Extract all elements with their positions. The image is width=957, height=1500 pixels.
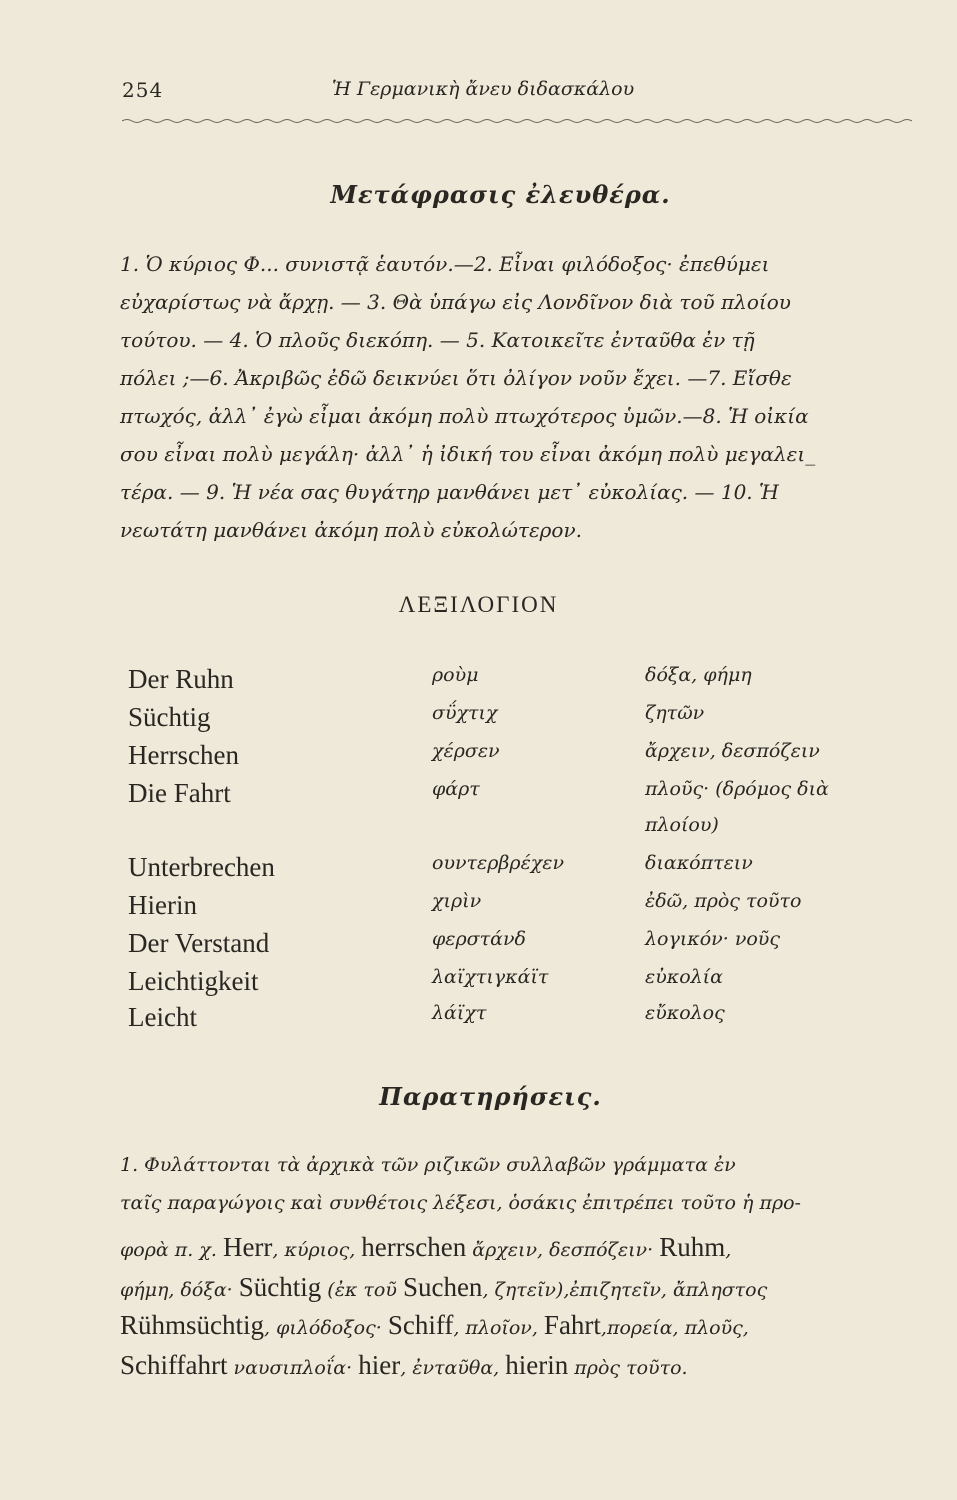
german-word: Süchtig bbox=[128, 702, 211, 732]
german-term: Schiffahrt bbox=[120, 1350, 228, 1380]
greek-meaning: πλοίου) bbox=[645, 814, 719, 836]
text-line bbox=[120, 1272, 767, 1303]
vocabulary-heading: ΛΕΞΙΛΟΓΙΟΝ bbox=[398, 592, 559, 617]
text-line: νεωτάτη μανθάνει ἀκόμη πολὺ εὐκολώτερον. bbox=[120, 518, 582, 542]
german-word: Der Verstand bbox=[128, 928, 270, 958]
greek-meaning: εὔκολος bbox=[645, 1002, 725, 1024]
greek-text: ,πορεία, πλοῦς, bbox=[600, 1317, 749, 1339]
german-term: Suchen bbox=[402, 1272, 483, 1302]
german-term: hierin bbox=[505, 1350, 569, 1380]
pronunciation: χιρὶν bbox=[432, 890, 482, 912]
greek-text: φορὰ π. χ. bbox=[120, 1239, 223, 1261]
german-term: herrschen bbox=[361, 1232, 467, 1262]
greek-meaning: ζητῶν bbox=[645, 702, 705, 724]
text-line bbox=[120, 1154, 736, 1176]
greek-text: ταῖς παραγώγοις καὶ συνθέτοις λέξεσι, ὁσάκις ἐπιτρέπει τοῦτο ἡ προ- bbox=[120, 1192, 801, 1214]
german-word: Leichtigkeit bbox=[128, 966, 259, 996]
greek-meaning: ἐδῶ, πρὸς τοῦτο bbox=[645, 890, 802, 912]
german-term: Schiff bbox=[387, 1310, 454, 1340]
german-word: Unterbrechen bbox=[128, 852, 275, 882]
greek-meaning: διακόπτειν bbox=[645, 852, 753, 874]
text-line: σου εἶναι πολὺ μεγάλη· ἀλλ᾽ ἡ ἰδική του εἶναι ἀκόμη πολὺ μεγαλει_ bbox=[120, 442, 816, 466]
greek-text: , ζητεῖν),ἐπιζητεῖν, ἄπληστος bbox=[482, 1279, 768, 1301]
greek-text: ναυσιπλοΐα· bbox=[227, 1357, 359, 1379]
pronunciation: ροὺμ bbox=[432, 664, 479, 686]
german-term: Ruhm bbox=[659, 1232, 726, 1262]
text-line: πόλει ;—6. Ἀκριβῶς ἐδῶ δεικνύει ὅτι ὀλίγον νοῦν ἔχει. —7. Εἴσθε bbox=[120, 366, 792, 390]
greek-text: , ἐνταῦθα, bbox=[400, 1357, 506, 1379]
pronunciation: λάϊχτ bbox=[432, 1002, 487, 1024]
german-word: Der Ruhn bbox=[128, 664, 234, 694]
text-line bbox=[120, 1232, 731, 1263]
greek-text: , πλοῖον, bbox=[453, 1317, 544, 1339]
text-line: εὐχαρίστως νὰ ἄρχῃ. — 3. Θὰ ὑπάγω εἰς Λονδῖνον διὰ τοῦ πλοίου bbox=[120, 290, 791, 314]
pronunciation: σΰχτιχ bbox=[432, 702, 498, 724]
german-term: Süchtig bbox=[238, 1272, 322, 1302]
greek-text: ἄρχειν, δεσπόζειν· bbox=[466, 1239, 660, 1261]
pronunciation: λαϊχτιγκάϊτ bbox=[432, 966, 549, 988]
text-line bbox=[120, 1310, 749, 1341]
greek-text: , κύριος, bbox=[272, 1239, 362, 1261]
section-title-remarks: Παρατηρήσεις. bbox=[379, 1082, 602, 1111]
greek-meaning: δόξα, φήμη bbox=[645, 664, 752, 686]
text-line: τέρα. — 9. Ἡ νέα σας θυγάτηρ μανθάνει μετ᾽ εὐκολίας. — 10. Ἡ bbox=[120, 480, 779, 504]
greek-meaning: ἄρχειν, δεσπόζειν bbox=[645, 740, 820, 762]
text-line: τούτου. — 4. Ὁ πλοῦς διεκόπη. — 5. Κατοικεῖτε ἐνταῦθα ἐν τῇ bbox=[120, 328, 755, 352]
pronunciation: φερστάνδ bbox=[432, 928, 526, 950]
german-word: Hierin bbox=[128, 890, 197, 920]
running-title: Ἡ Γερμανικὴ ἄνευ διδασκάλου bbox=[332, 78, 635, 100]
german-term: Herr bbox=[222, 1232, 273, 1262]
text-line bbox=[120, 1192, 801, 1214]
german-term: hier bbox=[358, 1350, 401, 1380]
pronunciation: φάρτ bbox=[432, 778, 480, 800]
page-header bbox=[122, 78, 912, 118]
pronunciation: χέρσεν bbox=[432, 740, 500, 762]
greek-text: (ἐκ τοῦ bbox=[321, 1279, 403, 1301]
text-line: 1. Ὁ κύριος Φ... συνιστᾷ ἑαυτόν.—2. Εἶναι φιλόδοξος· ἐπεθύμει bbox=[120, 252, 770, 276]
german-word: Herrschen bbox=[128, 740, 239, 770]
pronunciation: ουντερβρέχεν bbox=[432, 852, 565, 874]
german-word: Die Fahrt bbox=[128, 778, 231, 808]
greek-text: φήμη, δόξα· bbox=[120, 1279, 239, 1301]
german-word: Leicht bbox=[128, 1002, 197, 1032]
header-rule bbox=[122, 118, 912, 124]
greek-text: 1. Φυλάττονται τὰ ἀρχικὰ τῶν ριζικῶν συλλαβῶν γράμματα ἐν bbox=[120, 1154, 736, 1176]
german-term: Rühmsüchtig bbox=[120, 1310, 265, 1340]
page-number: 254 bbox=[122, 78, 164, 102]
greek-meaning: εὐκολία bbox=[645, 966, 723, 988]
greek-text: , φιλόδοξος· bbox=[264, 1317, 388, 1339]
greek-text: , bbox=[725, 1239, 732, 1261]
greek-meaning: πλοῦς· (δρόμος διὰ bbox=[645, 778, 829, 800]
text-line bbox=[120, 1350, 688, 1381]
german-term: Fahrt bbox=[543, 1310, 601, 1340]
greek-text: πρὸς τοῦτο. bbox=[568, 1357, 688, 1379]
section-title-translation: Μετάφρασις ἐλευθέρα. bbox=[330, 180, 671, 209]
text-line: πτωχός, ἀλλ᾽ ἐγὼ εἶμαι ἀκόμη πολὺ πτωχότερος ὑμῶν.—8. Ἡ οἰκία bbox=[120, 404, 809, 428]
greek-meaning: λογικόν· νοῦς bbox=[645, 928, 780, 950]
